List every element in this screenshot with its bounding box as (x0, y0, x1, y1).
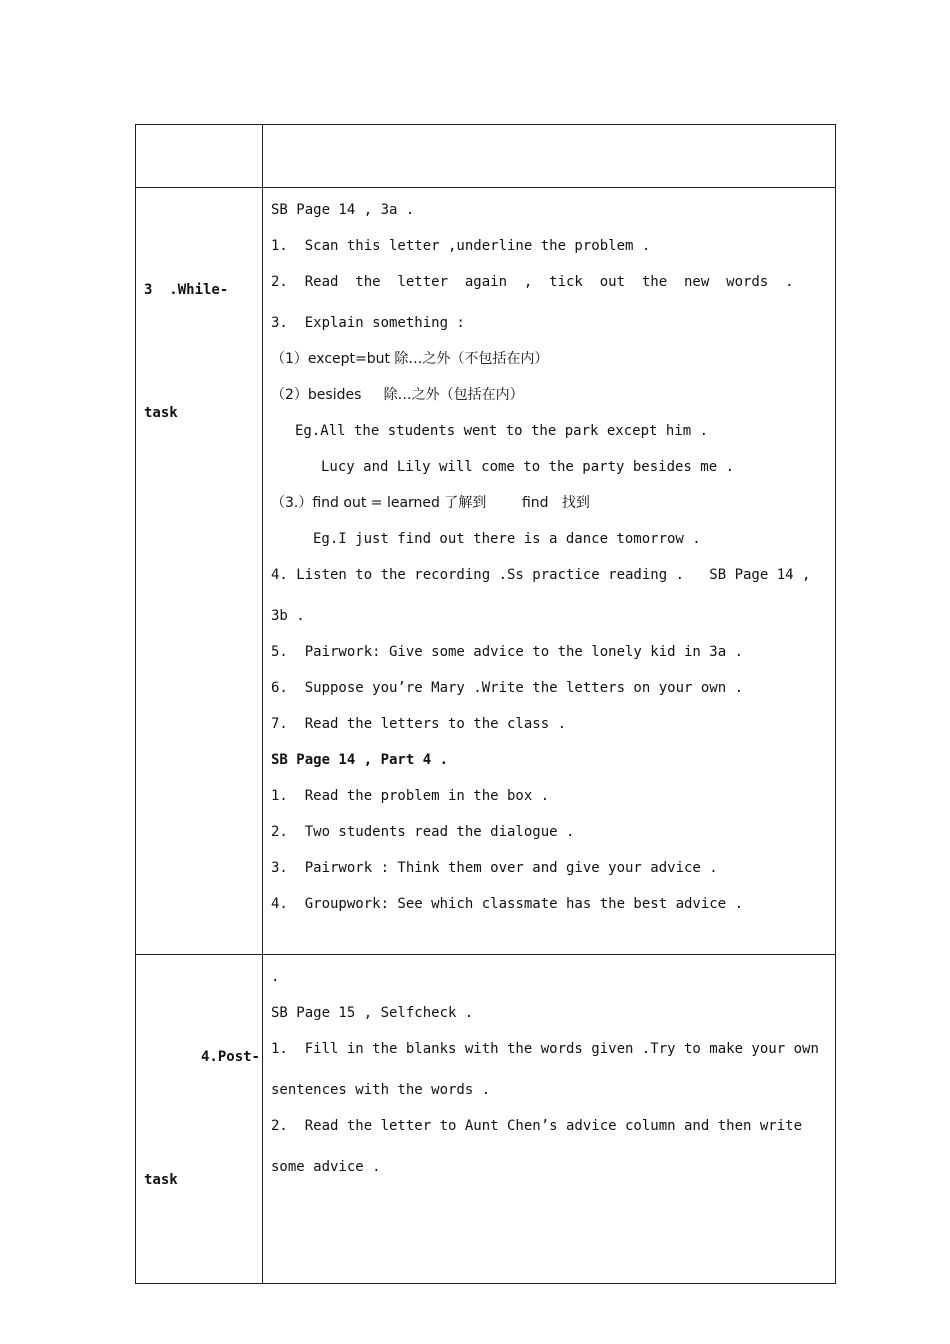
post-task-label-line2: task (144, 1172, 178, 1188)
post-task-label-line1: 4.Post- (200, 1049, 260, 1065)
text-line: sentences with the words . (271, 1082, 491, 1098)
text-line: 4. Groupwork: See which classmate has the best advice . (271, 896, 744, 912)
post-task-label (136, 955, 262, 1283)
text-line: 3. Pairwork : Think them over and give your advice . (271, 860, 718, 876)
empty-content-cell (263, 125, 836, 188)
table-row-empty (136, 125, 836, 188)
text-line: （2）besides 除…之外（包括在内） (271, 387, 524, 403)
text-line: 5. Pairwork: Give some advice to the lonely kid in 3a . (271, 644, 744, 660)
text-line: 2. Read the letter to Aunt Chen’s advice column and then write (271, 1118, 803, 1134)
text-line: 6. Suppose you’re Mary .Write the letters on your own . (271, 680, 744, 696)
text-line: 1. Scan this letter ,underline the problem . (271, 238, 651, 254)
text-line: 3b . (271, 608, 305, 624)
text-line: 2. Two students read the dialogue . (271, 824, 575, 840)
text-line: 1. Read the problem in the box . (271, 788, 550, 804)
text-line: Lucy and Lily will come to the party besides me . (321, 459, 735, 475)
while-task-label-line2: task (144, 405, 178, 421)
text-line: （3.）find out = learned 了解到 find 找到 (271, 495, 590, 511)
text-line: 3. Explain something : (271, 315, 465, 331)
while-task-content-cell (263, 188, 836, 955)
text-line: some advice . (271, 1159, 381, 1175)
table-row-post-task (136, 955, 836, 1284)
table-row-while-task (136, 188, 836, 955)
text-line: SB Page 14 , Part 4 . (271, 752, 449, 768)
post-task-label-cell (136, 955, 263, 1284)
text-line: Eg.All the students went to the park except him . (295, 423, 709, 439)
text-line: 7. Read the letters to the class . (271, 716, 567, 732)
text-line: SB Page 15 , Selfcheck . (271, 1005, 474, 1021)
while-task-label (136, 188, 262, 516)
while-task-label-line1: 3 .While- (144, 282, 229, 298)
empty-label-cell (136, 125, 263, 188)
text-line: 4. Listen to the recording .Ss practice reading . SB Page 14 , (271, 567, 811, 583)
text-line: 1. Fill in the blanks with the words given .Try to make your own (271, 1041, 819, 1057)
while-task-label-cell (136, 188, 263, 955)
text-line: （1）except=but 除…之外（不包括在内） (271, 351, 549, 367)
text-line: Eg.I just find out there is a dance tomorrow . (313, 531, 701, 547)
while-task-content (263, 188, 835, 922)
lesson-plan-table (135, 124, 836, 1284)
text-line: SB Page 14 , 3a . (271, 202, 415, 218)
post-task-content-cell (263, 955, 836, 1284)
text-line: . (271, 969, 280, 985)
text-line: 2. Read the letter again , tick out the new words . (271, 274, 794, 290)
post-task-content (263, 955, 835, 1185)
